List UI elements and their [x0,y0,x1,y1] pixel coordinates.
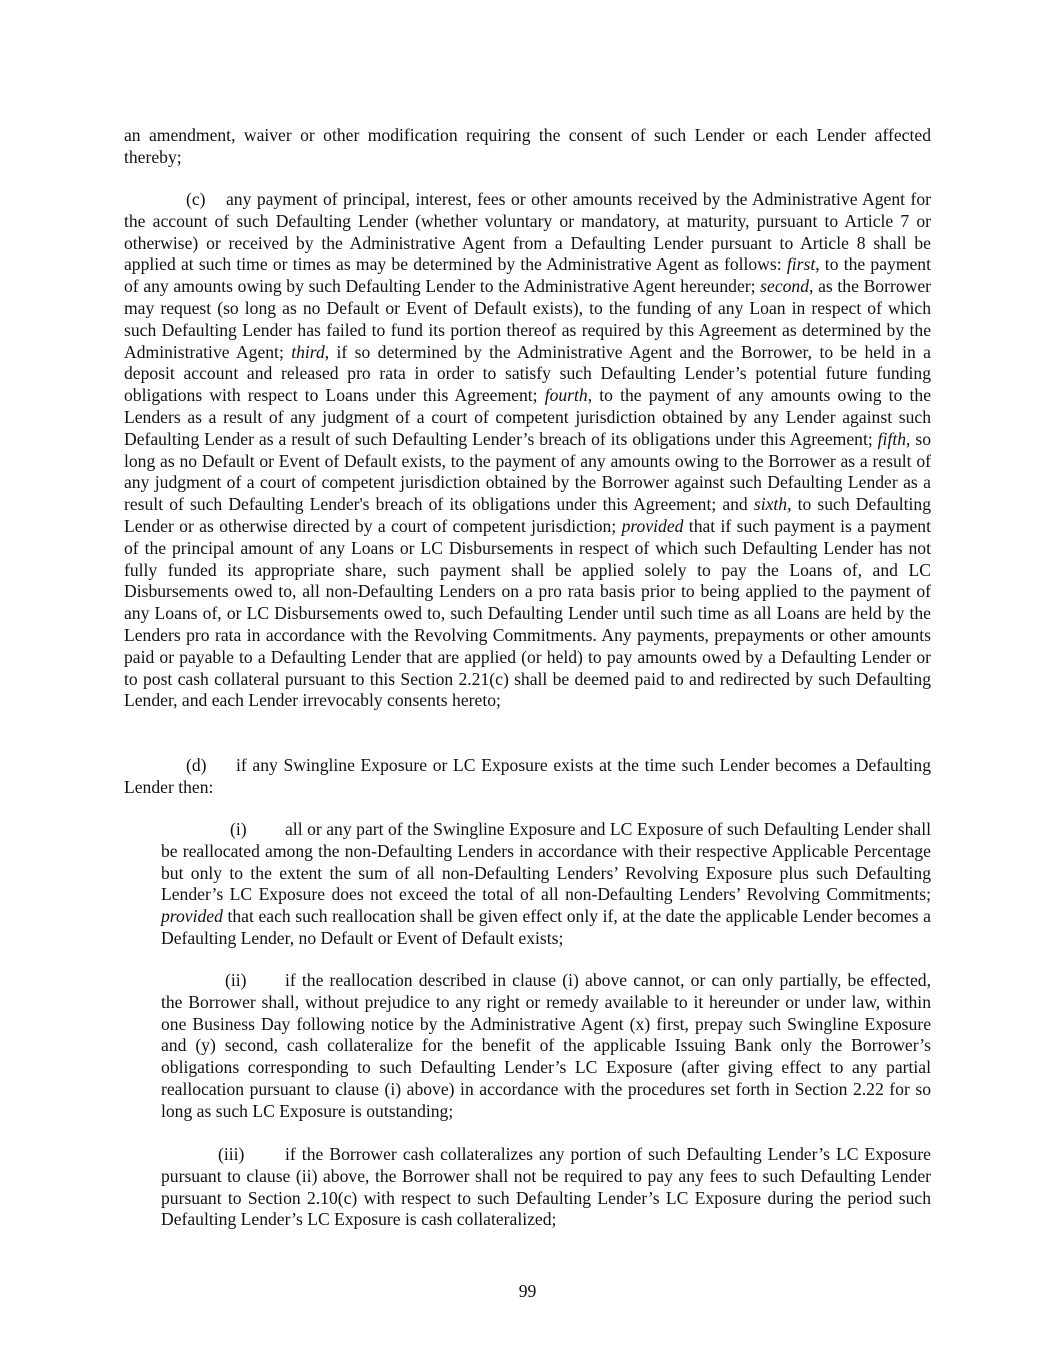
paragraph-text: an amendment, waiver or other modification requiring the consent of such Lender or each Lender affected thereby; [124,125,931,167]
paragraph-d-i: (i) all or any part of the Swingline Exposure and LC Exposure of such Defaulting Lender shall be reallocated among the non-Defaulting Lenders in accordance with their respective Applicable Percentage but only to the extent the sum of all non-Defaulting Lenders’ Revolving Exposure plus such Defaulting Lender’s LC Exposure does not exceed the total of all non-Defaulting Lenders’ Revolving Commitments; provided that each such reallocation shall be given effect only if, at the date the applicable Lender becomes a Defaulting Lender, no Default or Event of Default exists; [161,819,931,948]
paragraph-text: if the reallocation described in clause (i) above cannot, or can only partially, be effected, the Borrower shall, without prejudice to any right or remedy available to it hereunder or under law, within one Business Day following notice by the Administrative Agent (x) first, prepay such Swingline Exposure and (y) second, cash collateralize for the benefit of the applicable Issuing Bank only the Borrower’s obligations corresponding to such Defaulting Lender’s LC Exposure (after giving effect to any partial reallocation pursuant to clause (i) above) in accordance with the procedures set forth in Section 2.22 for so long as such LC Exposure is outstanding; [161,970,931,1121]
paragraph-continuation [124,125,931,169]
paragraph-d-ii [161,970,931,1123]
paragraph-d [124,755,931,799]
clause-label: (iii) [218,1144,245,1164]
paragraph-text: if the Borrower cash collateralizes any portion of such Defaulting Lender’s LC Exposure pursuant to clause (ii) above, the Borrower shall not be required to pay any fees to such Defaulting Lender pursuant to Section 2.10(c) with respect to such Defaulting Lender’s LC Exposure during the period such Defaulting Lender’s LC Exposure is cash collateralized; [161,1144,931,1230]
clause-label: (d) [186,755,207,775]
paragraph-text: if any Swingline Exposure or LC Exposure exists at the time such Lender becomes a Defaulting Lender then: [124,755,931,797]
paragraph-d-iii [161,1144,931,1231]
page-number: 99 [518,1281,537,1301]
clause-label: (ii) [225,970,247,990]
clause-label: (c) [186,189,206,209]
paragraph-c: (c) any payment of principal, interest, fees or other amounts received by the Administrative Agent for the account of such Defaulting Lender (whether voluntary or mandatory, at maturity, pursuant to Article 7 or otherwise) or received by the Administrative Agent from a Defaulting Lender pursuant to Article 8 shall be applied at such time or times as may be determined by the Administrative Agent as follows: first, to the payment of any amounts owing by such Defaulting Lender to the Administrative Agent hereunder; second, as the Borrower may request (so long as no Default or Event of Default exists), to the funding of any Loan in respect of which such Defaulting Lender has failed to fund its portion thereof as required by this Agreement as determined by the Administrative Agent; third, if so determined by the Administrative Agent and the Borrower, to be held in a deposit account and released pro rata in order to satisfy such Defaulting Lender’s potential future funding obligations with respect to Loans under this Agreement; fourth, to the payment of any amounts owing to the Lenders as a result of any judgment of a court of competent jurisdiction obtained by any Lender against such Defaulting Lender as a result of such Defaulting Lender’s breach of its obligations under this Agreement; fifth, so long as no Default or Event of Default exists, to the payment of any amounts owing to the Borrower as a result of any judgment of a court of competent jurisdiction obtained by the Borrower against such Defaulting Lender as a result of such Defaulting Lender's breach of its obligations under this Agreement; and sixth, to such Defaulting Lender or as otherwise directed by a court of competent jurisdiction; provided that if such payment is a payment of the principal amount of any Loans or LC Disbursements in respect of which such Defaulting Lender has not fully funded its appropriate share, such payment shall be applied solely to pay the Loans of, and LC Disbursements owed to, all non-Defaulting Lenders on a pro rata basis prior to being applied to the payment of any Loans of, or LC Disbursements owed to, such Defaulting Lender until such time as all Loans are held by the Lenders pro rata in accordance with the Revolving Commitments. Any payments, prepayments or other amounts paid or payable to a Defaulting Lender that are applied (or held) to pay amounts owed by a Defaulting Lender or to post cash collateral pursuant to this Section 2.21(c) shall be deemed paid to and redirected by such Defaulting Lender, and each Lender irrevocably consents hereto; [124,189,932,711]
clause-label: (i) [230,819,247,839]
